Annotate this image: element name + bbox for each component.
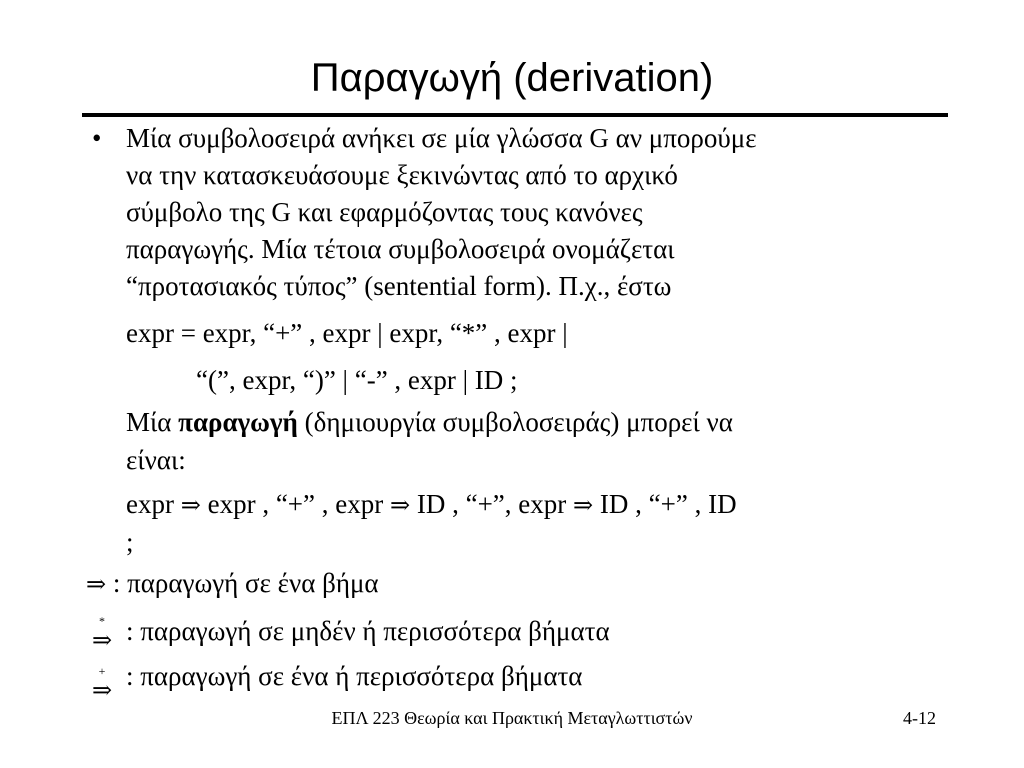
plus-superscript: + (98, 664, 106, 678)
slide-title: Παραγωγή (derivation) (310, 56, 714, 100)
derivation-example (126, 484, 737, 525)
derives-arrow-icon: ⇒ (573, 491, 594, 519)
legend-one-step (86, 563, 379, 604)
paragraph-line: να την κατασκευάσουμε ξεκινώντας από το αρχικό (126, 160, 678, 190)
paragraph-line: “προτασιακός τύπος” (sentential form). Π.χ., έστω (126, 271, 672, 301)
title-underline (82, 113, 948, 117)
derivation-intro-prefix: Μία (126, 407, 179, 437)
derivation-part: ID , “+” , ID (593, 489, 737, 519)
derives-arrow-icon: ⇒ (91, 676, 113, 704)
derives-arrow-icon: ⇒ (390, 491, 411, 519)
paragraph-line: Μία συμβολοσειρά ανήκει σε μία γλώσσα G αν μπορούμε (126, 123, 757, 153)
derives-star-icon (90, 615, 114, 653)
legend-text: : παραγωγή σε ένα βήμα (106, 568, 379, 598)
grammar-rule-line-2: “(”, expr, “)” | “-” , expr | ID ; (196, 365, 518, 395)
footer-course-title: ΕΠΛ 223 Θεωρία και Πρακτική Μεταγλωττιστών (331, 708, 693, 728)
derives-plus-icon (90, 665, 114, 703)
derivation-terminator: ; (126, 527, 134, 557)
bullet-marker: • (92, 123, 102, 153)
derives-arrow-icon: ⇒ (91, 626, 113, 654)
derivation-part: ID , “+”, expr (410, 489, 574, 519)
derivation-part: expr (126, 489, 181, 519)
paragraph-line: παραγωγής. Μία τέτοια συμβολοσειρά ονομάζεται (126, 234, 675, 264)
footer-page-number: 4-12 (903, 708, 936, 728)
derives-arrow-icon: ⇒ (86, 570, 107, 598)
derives-arrow-icon: ⇒ (180, 491, 201, 519)
derivation-intro-line2: είναι: (126, 445, 186, 475)
legend-zero-or-more: : παραγωγή σε μηδέν ή περισσότερα βήματα (126, 616, 610, 646)
derivation-intro (126, 402, 733, 442)
legend-one-or-more: : παραγωγή σε ένα ή περισσότερα βήματα (126, 661, 583, 691)
derivation-term-bold: παραγωγή (178, 407, 298, 437)
paragraph-line: σύμβολο της G και εφαρμόζοντας τους κανόνες (126, 197, 643, 227)
star-superscript: * (99, 614, 105, 628)
grammar-rule-line-1: expr = expr, “+” , expr | expr, “*” , expr | (126, 318, 568, 348)
derivation-part: expr , “+” , expr (200, 489, 390, 519)
derivation-intro-suffix: (δημιουργία συμβολοσειράς) μπορεί να (297, 407, 733, 437)
